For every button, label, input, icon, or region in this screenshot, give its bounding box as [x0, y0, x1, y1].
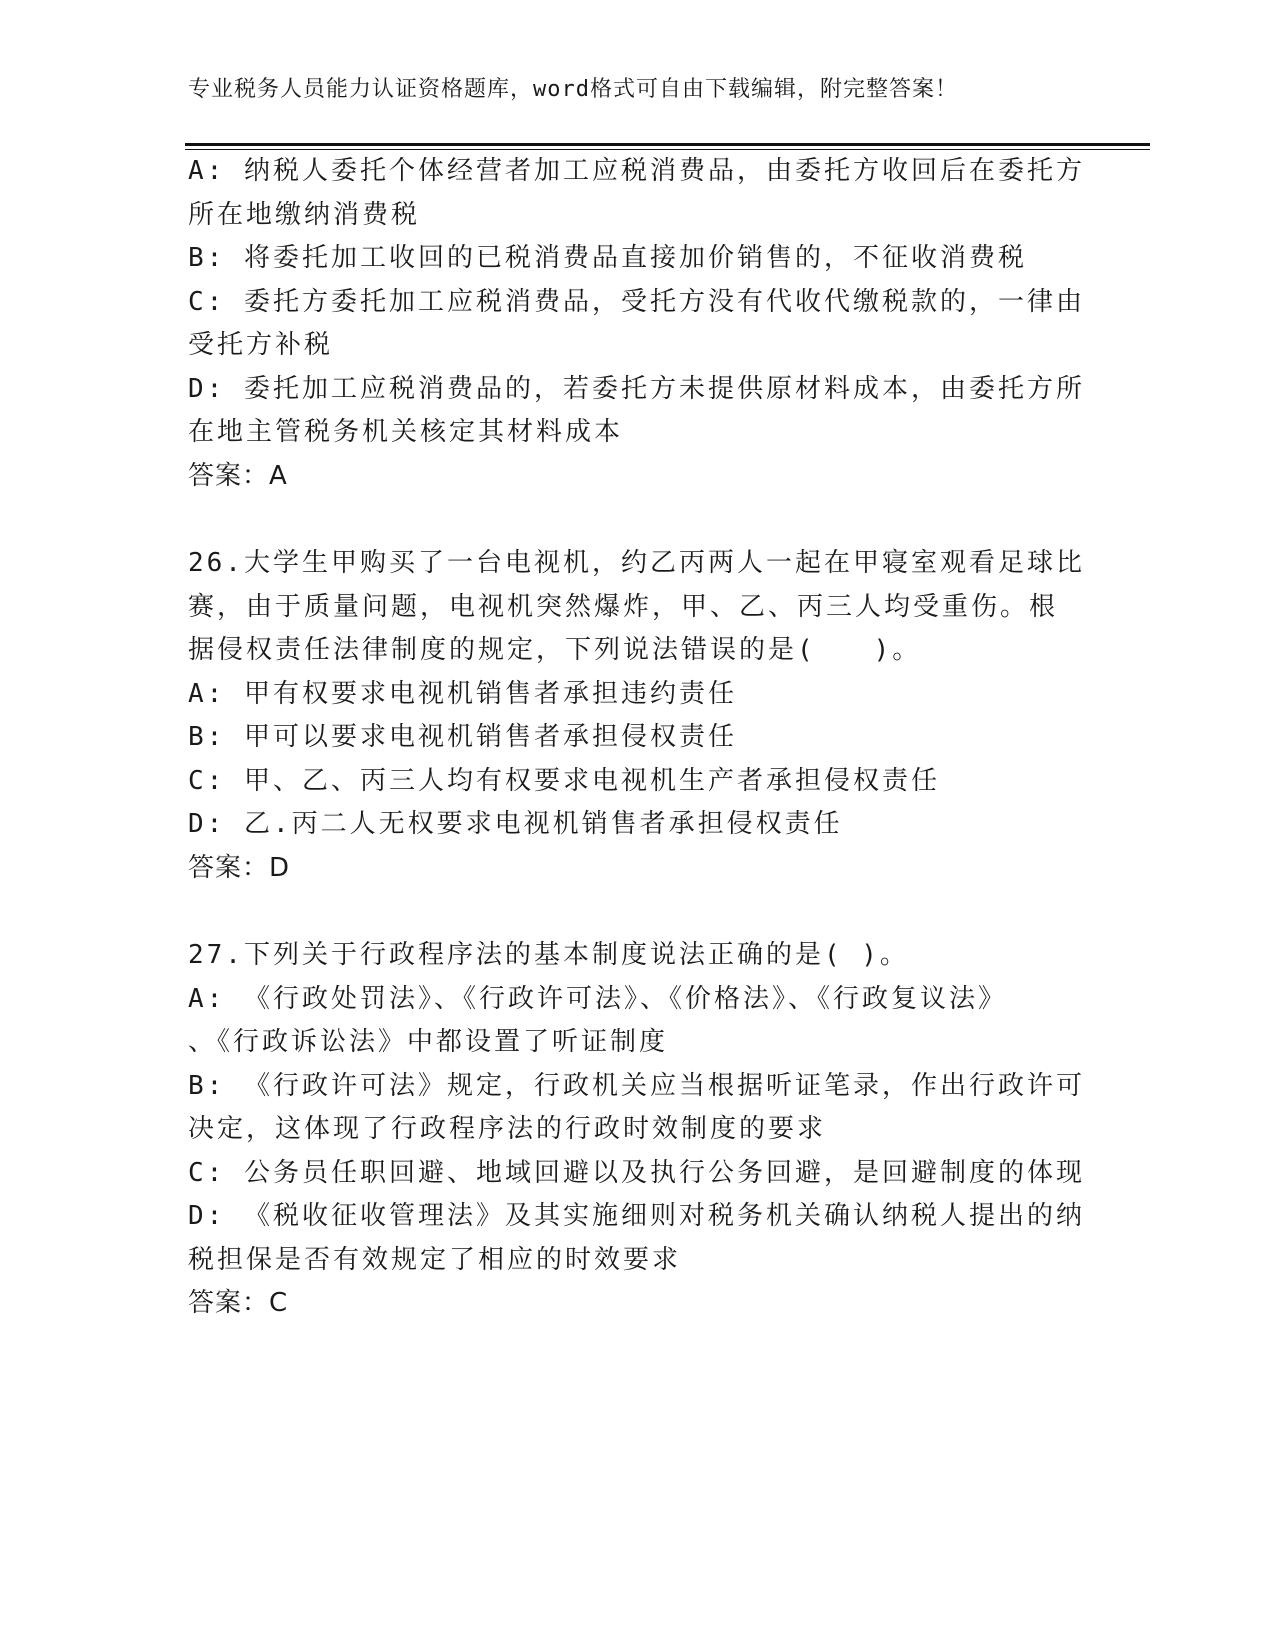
q27-option-d-line2: 税担保是否有效规定了相应的时效要求	[188, 1245, 682, 1275]
q26-stem-line1: 26.大学生甲购买了一台电视机，约乙丙两人一起在甲寝室观看足球比	[188, 548, 1085, 578]
q27-stem: 27.下列关于行政程序法的基本制度说法正确的是( )。	[188, 940, 909, 970]
q26-option-a: A: 甲有权要求电视机销售者承担违约责任	[188, 679, 737, 709]
q25-option-b: B: 将委托加工收回的已税消费品直接加价销售的，不征收消费税	[188, 243, 1027, 273]
page-header: 专业税务人员能力认证资格题库，word格式可自由下载编辑，附完整答案！	[188, 77, 958, 102]
q26-stem-line2: 赛，由于质量问题，电视机突然爆炸，甲、乙、丙三人均受重伤。根	[188, 592, 1059, 622]
q25-option-a-line2: 所在地缴纳消费税	[188, 200, 421, 230]
q27-answer: 答案：C	[188, 1288, 289, 1318]
q26-option-d: D: 乙.丙二人无权要求电视机销售者承担侵权责任	[188, 809, 843, 839]
q26-option-b: B: 甲可以要求电视机销售者承担侵权责任	[188, 722, 737, 752]
q25-option-a-line1: A: 纳税人委托个体经营者加工应税消费品，由委托方收回后在委托方	[188, 156, 1085, 186]
q27-option-a-line1: A: 《行政处罚法》、《行政许可法》、《价格法》、《行政复议法》	[188, 984, 1007, 1014]
q26-option-c: C: 甲、乙、丙三人均有权要求电视机生产者承担侵权责任	[188, 766, 940, 796]
q25-option-d-line1: D: 委托加工应税消费品的，若委托方未提供原材料成本，由委托方所	[188, 374, 1085, 404]
q27-option-b-line2: 决定，这体现了行政程序法的行政时效制度的要求	[188, 1114, 827, 1144]
header-rule-thin	[185, 149, 1150, 150]
q25-option-d-line2: 在地主管税务机关核定其材料成本	[188, 417, 624, 447]
q27-option-c: C: 公务员任职回避、地域回避以及执行公务回避，是回避制度的体现	[188, 1158, 1085, 1188]
q27-option-a-line2: 、《行政诉讼法》中都设置了听证制度	[188, 1027, 669, 1057]
q26-stem-line3: 据侵权责任法律制度的规定，下列说法错误的是( )。	[188, 635, 922, 665]
header-rule-thick	[185, 143, 1150, 146]
q26-answer: 答案：D	[188, 853, 291, 883]
q25-option-c-line2: 受托方补税	[188, 330, 334, 360]
q25-answer: 答案：A	[188, 461, 288, 491]
q27-option-d-line1: D: 《税收征收管理法》及其实施细则对税务机关确认纳税人提出的纳	[188, 1201, 1085, 1231]
q27-option-b-line1: B: 《行政许可法》规定，行政机关应当根据听证笔录，作出行政许可	[188, 1071, 1085, 1101]
q25-option-c-line1: C: 委托方委托加工应税消费品，受托方没有代收代缴税款的，一律由	[188, 287, 1085, 317]
